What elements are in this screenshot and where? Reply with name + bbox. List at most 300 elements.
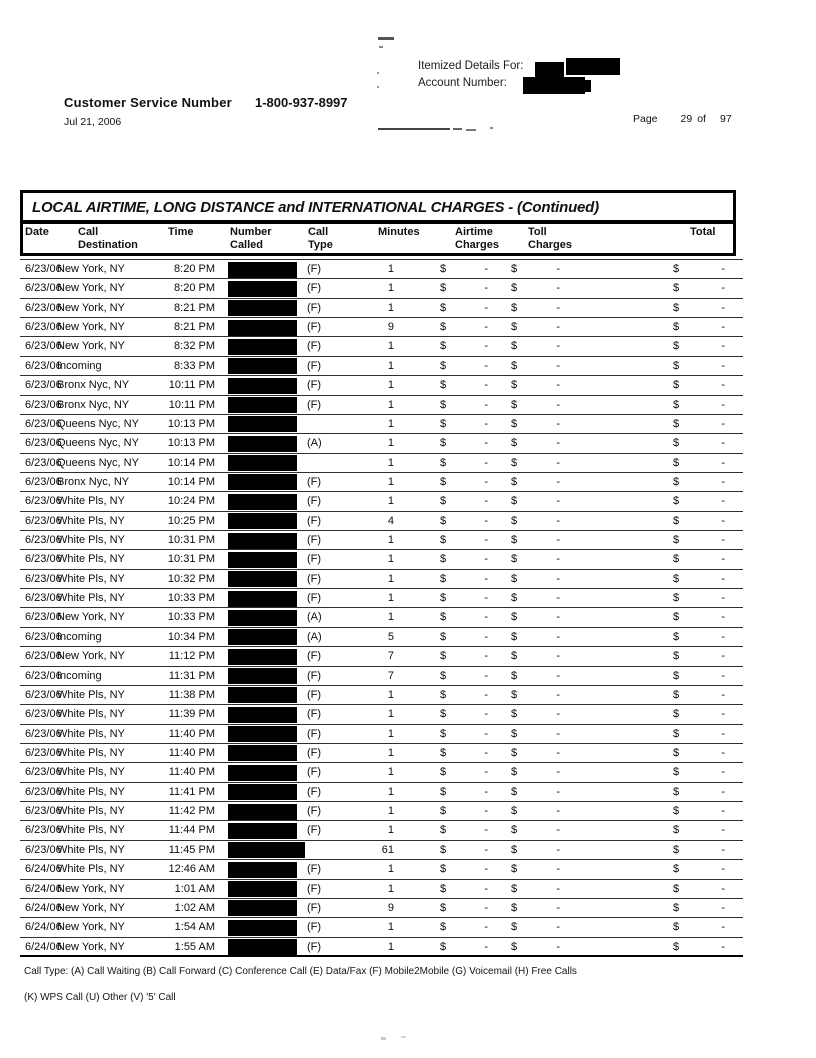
cell-time: 10:25 PM <box>167 514 215 527</box>
cell-toll-amount: - <box>556 553 560 566</box>
cell-minutes: 9 <box>387 321 394 334</box>
cell-destination: White Pls, NY <box>57 766 125 779</box>
cell-destination: New York, NY <box>57 611 125 624</box>
cell-date: 6/23/06 <box>25 688 62 701</box>
cell-toll-currency: $ <box>511 746 518 759</box>
cell-call-type: (F) <box>307 282 322 295</box>
cell-total-currency: $ <box>673 688 680 701</box>
cell-toll-currency: $ <box>511 301 518 314</box>
cell-destination: Queens Nyc, NY <box>57 437 139 450</box>
page-total: 97 <box>719 113 732 125</box>
cell-date: 6/24/06 <box>25 901 62 914</box>
cell-airtime-amount: - <box>484 495 488 508</box>
cell-destination: Incoming <box>57 669 102 682</box>
cell-toll-currency: $ <box>511 940 518 953</box>
table-row <box>20 570 743 589</box>
cell-total-amount: - <box>721 785 725 798</box>
cell-airtime-currency: $ <box>440 669 447 682</box>
cell-toll-amount: - <box>556 301 560 314</box>
cell-date: 6/23/06 <box>25 805 62 818</box>
cell-toll-currency: $ <box>511 437 518 450</box>
cell-total-amount: - <box>721 688 725 701</box>
cell-toll-currency: $ <box>511 669 518 682</box>
cell-toll-currency: $ <box>511 263 518 275</box>
cell-total-amount: - <box>721 650 725 663</box>
cell-total-amount: - <box>721 805 725 818</box>
cell-call-type: (F) <box>307 592 322 605</box>
table-row <box>20 667 743 686</box>
cell-call-type: (F) <box>307 263 322 275</box>
column-header-text: Charges <box>528 238 573 251</box>
cell-minutes: 1 <box>387 301 394 314</box>
redacted-number-called-bar <box>228 765 297 781</box>
column-header-time <box>168 226 193 239</box>
column-header-text: Total <box>690 226 716 238</box>
cell-time: 12:46 AM <box>168 863 215 876</box>
cell-airtime-currency: $ <box>440 882 447 895</box>
cell-toll-currency: $ <box>511 901 518 914</box>
cell-minutes: 7 <box>387 669 394 682</box>
redacted-number-called-bar <box>228 378 297 394</box>
cell-total-currency: $ <box>673 766 680 779</box>
cell-call-type: (F) <box>307 921 322 934</box>
cell-date: 6/23/06 <box>25 592 62 605</box>
cell-airtime-currency: $ <box>440 843 447 856</box>
cell-total-currency: $ <box>673 921 680 934</box>
scan-artifact <box>381 1037 386 1040</box>
cell-destination: White Pls, NY <box>57 805 125 818</box>
cell-airtime-currency: $ <box>440 417 447 430</box>
redacted-number-called-bar <box>228 629 297 645</box>
cell-date: 6/23/06 <box>25 611 62 624</box>
table-row <box>20 725 743 744</box>
table-row <box>20 260 743 279</box>
column-header-text: Destination <box>78 238 138 251</box>
cell-minutes: 9 <box>387 901 394 914</box>
cell-toll-amount: - <box>556 921 560 934</box>
column-header-text: Number <box>230 226 272 238</box>
cell-airtime-amount: - <box>484 688 488 701</box>
cell-minutes: 1 <box>387 572 394 585</box>
cell-toll-amount: - <box>556 611 560 624</box>
cell-toll-currency: $ <box>511 708 518 721</box>
cell-airtime-currency: $ <box>440 785 447 798</box>
cell-toll-currency: $ <box>511 805 518 818</box>
cell-date: 6/23/06 <box>25 572 62 585</box>
cell-toll-currency: $ <box>511 843 518 856</box>
cell-total-amount: - <box>721 379 725 392</box>
cell-total-amount: - <box>721 572 725 585</box>
column-header-text: Called <box>230 238 264 251</box>
cell-date: 6/23/06 <box>25 475 62 488</box>
cell-airtime-amount: - <box>484 592 488 605</box>
cell-total-currency: $ <box>673 882 680 895</box>
cell-toll-amount: - <box>556 824 560 837</box>
cell-minutes: 1 <box>387 863 394 876</box>
redacted-number-called-bar <box>228 262 297 278</box>
cell-total-amount: - <box>721 340 725 353</box>
cell-airtime-currency: $ <box>440 824 447 837</box>
redacted-number-called-bar <box>228 668 297 684</box>
cell-airtime-currency: $ <box>440 940 447 953</box>
cell-airtime-currency: $ <box>440 553 447 566</box>
cell-toll-amount: - <box>556 669 560 682</box>
cell-toll-currency: $ <box>511 340 518 353</box>
cell-time: 1:54 AM <box>174 921 215 934</box>
table-row <box>20 299 743 318</box>
cell-airtime-amount: - <box>484 263 488 275</box>
column-header-text: Call <box>78 226 99 238</box>
cell-toll-currency: $ <box>511 321 518 334</box>
cell-toll-currency: $ <box>511 495 518 508</box>
redacted-number-called-bar <box>228 358 297 374</box>
cell-toll-currency: $ <box>511 456 518 469</box>
cell-date: 6/24/06 <box>25 863 62 876</box>
cell-date: 6/23/06 <box>25 553 62 566</box>
redacted-account-number-bar <box>523 77 585 94</box>
cell-date: 6/23/06 <box>25 359 62 372</box>
cell-date: 6/24/06 <box>25 940 62 953</box>
cell-toll-currency: $ <box>511 785 518 798</box>
cell-airtime-currency: $ <box>440 901 447 914</box>
cell-call-type: (F) <box>307 727 322 740</box>
cell-total-amount: - <box>721 766 725 779</box>
cell-time: 10:31 PM <box>167 553 215 566</box>
cell-airtime-currency: $ <box>440 688 447 701</box>
cell-toll-amount: - <box>556 901 560 914</box>
column-header-text: Date <box>25 226 49 238</box>
cell-toll-currency: $ <box>511 592 518 605</box>
cell-call-type: (F) <box>307 824 322 837</box>
redacted-number-called-bar <box>228 707 297 723</box>
cell-airtime-currency: $ <box>440 650 447 663</box>
cell-date: 6/23/06 <box>25 495 62 508</box>
cell-destination: New York, NY <box>57 921 125 934</box>
column-header-text: Toll <box>528 226 547 238</box>
cell-airtime-currency: $ <box>440 514 447 527</box>
cell-destination: Bronx Nyc, NY <box>57 398 130 411</box>
table-row <box>20 744 743 763</box>
cell-toll-currency: $ <box>511 766 518 779</box>
cell-total-amount: - <box>721 882 725 895</box>
cell-destination: New York, NY <box>57 901 125 914</box>
cell-call-type: (F) <box>307 534 322 547</box>
table-row <box>20 608 743 627</box>
redacted-number-called-bar <box>228 513 297 529</box>
column-header-call-destination <box>78 226 138 251</box>
cell-date: 6/23/06 <box>25 534 62 547</box>
cell-total-amount: - <box>721 398 725 411</box>
cell-toll-currency: $ <box>511 727 518 740</box>
cell-total-amount: - <box>721 321 725 334</box>
redacted-number-called-bar <box>228 900 297 916</box>
cell-destination: White Pls, NY <box>57 824 125 837</box>
cell-total-currency: $ <box>673 863 680 876</box>
cell-minutes: 1 <box>387 263 394 275</box>
cell-airtime-amount: - <box>484 901 488 914</box>
cell-airtime-amount: - <box>484 456 488 469</box>
cell-toll-amount: - <box>556 708 560 721</box>
cell-date: 6/23/06 <box>25 708 62 721</box>
cell-total-currency: $ <box>673 843 680 856</box>
account-number-label: Account Number: <box>418 77 507 89</box>
redacted-number-called-bar <box>228 416 297 432</box>
cell-airtime-currency: $ <box>440 805 447 818</box>
cell-airtime-currency: $ <box>440 379 447 392</box>
cell-airtime-amount: - <box>484 321 488 334</box>
cell-total-amount: - <box>721 553 725 566</box>
cell-date: 6/23/06 <box>25 824 62 837</box>
cell-airtime-currency: $ <box>440 630 447 643</box>
cell-call-type: (F) <box>307 514 322 527</box>
cell-time: 11:45 PM <box>168 843 215 856</box>
customer-service-label: Customer Service Number <box>64 95 232 110</box>
cell-minutes: 1 <box>387 766 394 779</box>
column-header-text: Time <box>168 226 194 238</box>
cell-toll-amount: - <box>556 592 560 605</box>
table-row <box>20 550 743 569</box>
cell-time: 8:20 PM <box>174 263 215 275</box>
cell-toll-currency: $ <box>511 921 518 934</box>
cell-total-currency: $ <box>673 901 680 914</box>
redacted-number-called-bar <box>228 862 297 878</box>
cell-call-type: (F) <box>307 650 322 663</box>
cell-minutes: 1 <box>387 805 394 818</box>
page-of-label: of <box>697 113 706 125</box>
table-row <box>20 899 743 918</box>
cell-total-amount: - <box>721 843 725 856</box>
cell-toll-amount: - <box>556 417 560 430</box>
column-header-text: Airtime <box>455 226 493 238</box>
table-row <box>20 376 743 395</box>
redacted-number-called-bar <box>228 610 297 626</box>
table-row <box>20 841 743 860</box>
cell-total-currency: $ <box>673 592 680 605</box>
column-header-total <box>690 226 715 239</box>
cell-call-type: (F) <box>307 882 322 895</box>
redacted-number-called-bar <box>228 320 297 336</box>
cell-airtime-amount: - <box>484 650 488 663</box>
cell-total-currency: $ <box>673 417 680 430</box>
cell-call-type: (F) <box>307 669 322 682</box>
cell-toll-currency: $ <box>511 553 518 566</box>
cell-time: 11:39 PM <box>168 708 215 721</box>
cell-toll-amount: - <box>556 263 560 275</box>
cell-minutes: 4 <box>387 514 394 527</box>
cell-total-currency: $ <box>673 456 680 469</box>
cell-airtime-amount: - <box>484 805 488 818</box>
cell-toll-amount: - <box>556 475 560 488</box>
cell-airtime-currency: $ <box>440 572 447 585</box>
cell-total-amount: - <box>721 437 725 450</box>
cell-toll-amount: - <box>556 514 560 527</box>
cell-total-currency: $ <box>673 805 680 818</box>
cell-toll-currency: $ <box>511 475 518 488</box>
cell-time: 1:02 AM <box>174 901 215 914</box>
cell-date: 6/23/06 <box>25 843 62 856</box>
table-row <box>20 880 743 899</box>
cell-toll-amount: - <box>556 766 560 779</box>
cell-time: 11:38 PM <box>168 688 215 701</box>
redacted-number-called-bar <box>228 649 297 665</box>
cell-date: 6/23/06 <box>25 340 62 353</box>
cell-date: 6/23/06 <box>25 766 62 779</box>
page-label: Page <box>633 113 658 125</box>
cell-destination: White Pls, NY <box>57 727 125 740</box>
cell-toll-currency: $ <box>511 359 518 372</box>
cell-airtime-amount: - <box>484 301 488 314</box>
cell-toll-amount: - <box>556 572 560 585</box>
cell-total-currency: $ <box>673 301 680 314</box>
cell-toll-currency: $ <box>511 282 518 295</box>
cell-total-currency: $ <box>673 611 680 624</box>
cell-time: 8:21 PM <box>174 321 215 334</box>
cell-airtime-amount: - <box>484 766 488 779</box>
cell-toll-amount: - <box>556 495 560 508</box>
cell-minutes: 1 <box>387 611 394 624</box>
cell-total-amount: - <box>721 921 725 934</box>
cell-minutes: 1 <box>387 456 394 469</box>
redacted-number-called-bar <box>228 804 297 820</box>
cell-time: 10:24 PM <box>167 495 215 508</box>
cell-airtime-amount: - <box>484 863 488 876</box>
cell-call-type: (F) <box>307 321 322 334</box>
column-header-airtime-charges <box>455 226 499 251</box>
cell-toll-currency: $ <box>511 824 518 837</box>
cell-airtime-currency: $ <box>440 534 447 547</box>
table-row <box>20 454 743 473</box>
cell-total-amount: - <box>721 708 725 721</box>
cell-destination: White Pls, NY <box>57 785 125 798</box>
cell-call-type: (F) <box>307 901 322 914</box>
cell-total-amount: - <box>721 263 725 275</box>
itemized-details-label: Itemized Details For: <box>418 60 524 72</box>
cell-airtime-amount: - <box>484 359 488 372</box>
cell-airtime-currency: $ <box>440 708 447 721</box>
cell-date: 6/24/06 <box>25 921 62 934</box>
table-row <box>20 512 743 531</box>
cell-airtime-amount: - <box>484 630 488 643</box>
redacted-number-called-bar <box>228 281 297 297</box>
cell-date: 6/23/06 <box>25 437 62 450</box>
cell-total-amount: - <box>721 456 725 469</box>
cell-minutes: 1 <box>387 340 394 353</box>
cell-destination: New York, NY <box>57 263 125 275</box>
table-title: LOCAL AIRTIME, LONG DISTANCE and INTERNATIONAL CHARGES - (Continued) <box>32 199 599 216</box>
cell-time: 10:13 PM <box>167 437 215 450</box>
cell-airtime-currency: $ <box>440 321 447 334</box>
cell-call-type: (F) <box>307 398 322 411</box>
cell-time: 10:33 PM <box>167 592 215 605</box>
cell-total-currency: $ <box>673 379 680 392</box>
cell-destination: New York, NY <box>57 882 125 895</box>
cell-call-type: (F) <box>307 805 322 818</box>
cell-destination: New York, NY <box>57 282 125 295</box>
column-header-text: Call <box>308 226 329 238</box>
cell-airtime-currency: $ <box>440 611 447 624</box>
cell-call-type: (F) <box>307 495 322 508</box>
cell-date: 6/23/06 <box>25 398 62 411</box>
cell-total-amount: - <box>721 630 725 643</box>
cell-date: 6/23/06 <box>25 514 62 527</box>
scan-artifact <box>490 127 493 129</box>
cell-total-currency: $ <box>673 630 680 643</box>
cell-call-type: (F) <box>307 746 322 759</box>
table-row <box>20 628 743 647</box>
cell-airtime-currency: $ <box>440 398 447 411</box>
redacted-number-called-bar <box>228 842 305 858</box>
cell-destination: Bronx Nyc, NY <box>57 379 130 392</box>
cell-destination: New York, NY <box>57 940 125 953</box>
cell-total-amount: - <box>721 495 725 508</box>
cell-destination: New York, NY <box>57 650 125 663</box>
cell-toll-currency: $ <box>511 650 518 663</box>
cell-call-type: (F) <box>307 379 322 392</box>
redacted-number-called-bar <box>228 745 297 761</box>
cell-minutes: 1 <box>387 921 394 934</box>
cell-total-currency: $ <box>673 514 680 527</box>
scan-artifact <box>377 86 379 88</box>
customer-service-number: 1-800-937-8997 <box>255 95 348 110</box>
cell-airtime-currency: $ <box>440 301 447 314</box>
cell-total-currency: $ <box>673 746 680 759</box>
cell-airtime-amount: - <box>484 882 488 895</box>
cell-minutes: 1 <box>387 785 394 798</box>
cell-total-currency: $ <box>673 495 680 508</box>
cell-date: 6/23/06 <box>25 630 62 643</box>
table-row <box>20 434 743 453</box>
cell-total-amount: - <box>721 359 725 372</box>
scan-artifact <box>378 128 450 130</box>
redacted-number-called-bar <box>228 474 297 490</box>
cell-call-type: (A) <box>307 630 322 643</box>
cell-airtime-amount: - <box>484 921 488 934</box>
column-header-text: Charges <box>455 238 500 251</box>
cell-call-type: (F) <box>307 553 322 566</box>
cell-destination: White Pls, NY <box>57 746 125 759</box>
column-header-date <box>25 226 49 239</box>
cell-toll-amount: - <box>556 398 560 411</box>
cell-airtime-amount: - <box>484 437 488 450</box>
cell-airtime-amount: - <box>484 514 488 527</box>
table-row <box>20 396 743 415</box>
cell-date: 6/23/06 <box>25 282 62 295</box>
cell-airtime-amount: - <box>484 824 488 837</box>
cell-total-currency: $ <box>673 824 680 837</box>
table-row <box>20 763 743 782</box>
cell-time: 11:42 PM <box>168 805 215 818</box>
table-row <box>20 279 743 298</box>
cell-minutes: 5 <box>387 630 394 643</box>
cell-date: 6/23/06 <box>25 301 62 314</box>
cell-minutes: 1 <box>387 282 394 295</box>
cell-total-currency: $ <box>673 534 680 547</box>
cell-minutes: 7 <box>387 650 394 663</box>
cell-minutes: 1 <box>387 824 394 837</box>
cell-total-amount: - <box>721 863 725 876</box>
cell-minutes: 1 <box>387 437 394 450</box>
cell-airtime-amount: - <box>484 534 488 547</box>
cell-total-amount: - <box>721 301 725 314</box>
cell-date: 6/23/06 <box>25 785 62 798</box>
cell-total-amount: - <box>721 282 725 295</box>
call-type-legend-line1: Call Type: (A) Call Waiting (B) Call Forward (C) Conference Call (E) Data/Fax (F) Mobile2Mobile (G) Voicemail (H) Free Calls <box>24 966 577 977</box>
cell-date: 6/23/06 <box>25 669 62 682</box>
column-header-text: Type <box>308 238 333 251</box>
cell-time: 11:31 PM <box>168 669 215 682</box>
cell-call-type: (F) <box>307 940 322 953</box>
cell-call-type: (F) <box>307 359 322 372</box>
